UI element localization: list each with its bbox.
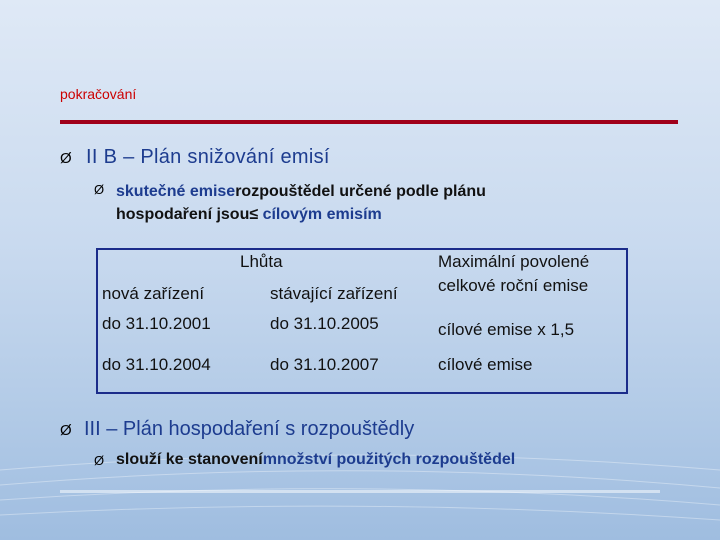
table-header-max-line2: celkové roční emise: [438, 276, 589, 295]
table-col-new-facilities: nová zařízení: [102, 284, 205, 303]
section-title-iii: III – Plán hospodaření s rozpouštědly: [84, 418, 415, 440]
section-title-iib: II B – Plán snižování emisí: [86, 146, 330, 168]
continuation-label: pokračování: [60, 86, 137, 102]
header-divider: [60, 120, 678, 124]
description-line2-prefix: hospodaření jsou: [116, 206, 250, 223]
arrow-bullet-icon: Ø: [60, 422, 72, 439]
target-emissions-term: cílovým emisím: [258, 206, 382, 223]
table-cell-new-row2: do 31.10.2004: [102, 355, 211, 374]
table-col-existing-facilities: stávající zařízení: [270, 284, 398, 303]
section-iii-description: [116, 451, 515, 469]
actual-emissions-term: skutečné emise: [116, 183, 236, 200]
table-header-max-line1: Maximální povolené: [438, 252, 590, 271]
table-cell-new-row1: do 31.10.2001: [102, 314, 211, 333]
table-cell-target-row1: cílové emise x 1,5: [438, 320, 575, 339]
table-cell-existing-row2: do 31.10.2007: [270, 355, 379, 374]
arrow-bullet-icon: Ø: [60, 150, 72, 167]
arrow-bullet-icon: Ø: [94, 182, 105, 197]
less-or-equal-symbol: ≤: [249, 206, 259, 223]
description-line1: rozpouštědel určené podle plánu: [235, 183, 486, 200]
section-iib-description: [116, 180, 676, 226]
table-cell-target-row2: cílové emise: [438, 355, 533, 374]
description-prefix: slouží ke stanovení: [116, 451, 263, 468]
arrow-bullet-icon: Ø: [94, 453, 105, 468]
table-header-deadline: Lhůta: [240, 252, 283, 271]
solvent-amount-term: množství použitých rozpouštědel: [262, 451, 516, 468]
table-cell-existing-row1: do 31.10.2005: [270, 314, 379, 333]
